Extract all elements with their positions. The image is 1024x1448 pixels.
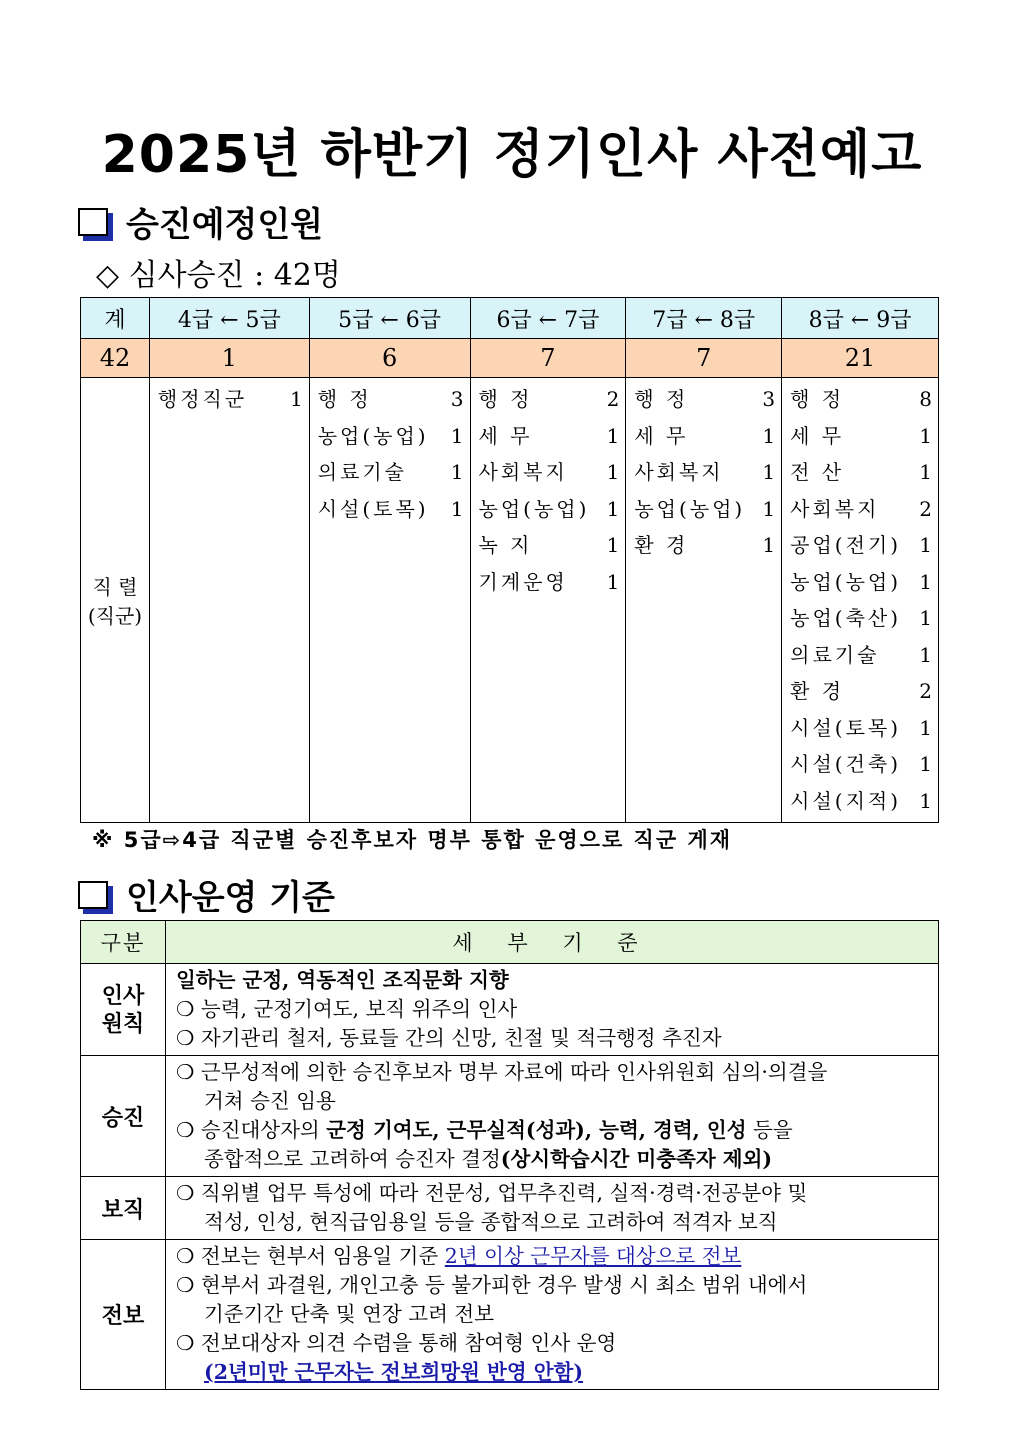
- header-cell: 세 부 기 준: [166, 921, 939, 964]
- text-line: ❍ 자기관리 철저, 동료들 간의 신망, 친절 및 적극행정 추진자: [176, 1026, 722, 1050]
- position-entry: [479, 494, 620, 531]
- total-cell: 7: [626, 339, 782, 378]
- position-count: 8: [919, 387, 932, 411]
- text-line: 일하는 군정, 역동적인 조직문화 지향: [176, 968, 509, 992]
- position-name: 시설(지적): [790, 788, 902, 813]
- text-span: ❍ 전보는 현부서 임용일 기준: [176, 1244, 445, 1268]
- position-count: 1: [762, 423, 776, 448]
- position-count: 2: [606, 387, 620, 411]
- criteria-header-row: [81, 921, 939, 964]
- position-count: 2: [919, 496, 932, 521]
- grade-column: [626, 378, 782, 823]
- position-name: 농업(농업): [634, 496, 746, 521]
- checkbox-square-icon: [78, 881, 108, 909]
- position-count: 3: [450, 387, 464, 411]
- position-name: 세 무: [790, 423, 845, 448]
- grade-column: [149, 378, 309, 823]
- position-name: 시설(토목): [317, 496, 429, 521]
- position-name: 의료기술: [317, 460, 407, 484]
- position-entry: [479, 567, 620, 604]
- text-line: [176, 1242, 930, 1271]
- position-count: 1: [606, 533, 620, 557]
- position-name: 환 경: [634, 533, 689, 557]
- position-entry: [318, 384, 464, 421]
- header-cell: 7급 ← 8급: [626, 298, 782, 339]
- position-count: 1: [919, 715, 932, 740]
- position-count: 2: [919, 679, 932, 703]
- position-count: 1: [919, 569, 932, 594]
- row-label: 보직: [81, 1177, 166, 1240]
- position-name: 농업(농업): [790, 569, 902, 594]
- total-cell: 6: [309, 339, 470, 378]
- header-cell: 계: [81, 298, 150, 339]
- text-span: 종합적으로 고려하여 승진자 결정: [204, 1147, 501, 1171]
- text-span: 등을: [746, 1118, 793, 1142]
- position-count: 1: [919, 642, 932, 667]
- position-name: 의료기술: [790, 642, 880, 667]
- position-entry: [634, 384, 775, 421]
- position-name: 농업(농업): [317, 423, 429, 448]
- position-name: 행정직군: [157, 387, 248, 411]
- position-count: 1: [919, 460, 932, 484]
- row-label: 승진: [81, 1056, 166, 1177]
- position-count: 1: [919, 752, 932, 776]
- grade-column: [470, 378, 626, 823]
- header-cell: 4급 ← 5급: [149, 298, 309, 339]
- grade-column: [782, 378, 939, 823]
- position-name: 행 정: [478, 387, 533, 411]
- position-count: 1: [606, 569, 620, 594]
- position-entry: [790, 603, 932, 640]
- position-entry: [634, 421, 775, 458]
- text-line: 기준기간 단축 및 연장 고려 전보: [204, 1302, 495, 1326]
- position-count: 1: [606, 460, 620, 484]
- position-name: 농업(농업): [478, 496, 590, 521]
- header-cell: 6급 ← 7급: [470, 298, 626, 339]
- text-line: ❍ 직위별 업무 특성에 따라 전문성, 업무추진력, 실적·경력·전공분야 및: [176, 1181, 808, 1205]
- position-entry: [634, 494, 775, 531]
- text-line: [176, 1358, 930, 1387]
- position-count: 1: [606, 423, 620, 448]
- text-line: ❍ 능력, 군정기여도, 보직 위주의 인사: [176, 997, 518, 1021]
- section-heading-criteria: [78, 870, 335, 919]
- promotion-table: [80, 297, 939, 823]
- row-label-line: 직 렬: [92, 575, 138, 599]
- position-entry: [634, 530, 775, 567]
- position-entry: [479, 421, 620, 458]
- total-cell: 1: [149, 339, 309, 378]
- position-name: 시설(토목): [790, 715, 902, 740]
- position-name: 행 정: [790, 387, 845, 411]
- header-cell: 구분: [81, 921, 166, 964]
- position-count: 1: [450, 423, 464, 448]
- position-entry: [790, 640, 932, 677]
- position-name: 세 무: [478, 423, 533, 448]
- position-entry: [318, 457, 464, 494]
- promotion-detail-row: [81, 378, 939, 823]
- position-entry: [479, 457, 620, 494]
- position-entry: [479, 530, 620, 567]
- total-cell: 42: [81, 339, 150, 378]
- position-count: 1: [919, 606, 932, 630]
- grade-column: [309, 378, 470, 823]
- text-line: 적성, 인성, 현직급임용일 등을 종합적으로 고려하여 적격자 보직: [204, 1210, 778, 1234]
- section-title: 인사운영 기준: [126, 878, 335, 918]
- position-entry: [790, 713, 932, 750]
- position-name: 사회복지: [634, 460, 724, 484]
- position-name: 사회복지: [478, 460, 568, 484]
- review-promotion-count: ◇ 심사승진 : 42명: [96, 258, 341, 293]
- row-content: [166, 1240, 939, 1390]
- position-count: 1: [762, 460, 776, 484]
- position-name: 전 산: [790, 460, 845, 484]
- checkbox-square-icon: [78, 208, 108, 236]
- page-title: 2025년 하반기 정기인사 사전예고: [101, 125, 923, 185]
- position-count: 1: [762, 496, 776, 521]
- text-line: [176, 1116, 930, 1145]
- row-label: [81, 378, 150, 823]
- position-count: 3: [762, 387, 776, 411]
- position-name: 공업(전기): [790, 533, 902, 557]
- position-name: 행 정: [634, 387, 689, 411]
- text-span: ❍ 승진대상자의: [176, 1118, 327, 1142]
- position-count: 1: [919, 788, 932, 813]
- criteria-row-promotion: [81, 1056, 939, 1177]
- position-name: 행 정: [317, 387, 372, 411]
- position-entry: [790, 567, 932, 604]
- position-name: 녹 지: [478, 533, 533, 557]
- position-entry: [790, 421, 932, 458]
- row-label-line: (직군): [87, 604, 143, 628]
- row-content: [166, 1056, 939, 1177]
- position-count: 1: [762, 533, 776, 557]
- position-count: 1: [606, 496, 620, 521]
- text-line: [176, 1145, 930, 1174]
- total-cell: 7: [470, 339, 626, 378]
- position-entry: [318, 421, 464, 458]
- criteria-row-transfer: [81, 1240, 939, 1390]
- position-name: 세 무: [634, 423, 689, 448]
- position-name: 시설(건축): [790, 752, 902, 776]
- header-cell: 5급 ← 6급: [309, 298, 470, 339]
- row-content: [166, 1177, 939, 1240]
- row-content: [166, 964, 939, 1056]
- position-name: 환 경: [790, 679, 845, 703]
- position-count: 1: [450, 496, 464, 521]
- row-label: 전보: [81, 1240, 166, 1390]
- position-name: 농업(축산): [790, 606, 902, 630]
- position-entry: [634, 457, 775, 494]
- position-name: 사회복지: [790, 496, 880, 521]
- text-line: 거쳐 승진 임용: [204, 1089, 336, 1113]
- position-entry: [318, 494, 464, 531]
- criteria-row-principle: [81, 964, 939, 1056]
- section-heading-promotion: [78, 197, 323, 246]
- position-entry: [790, 384, 932, 421]
- position-count: 1: [450, 460, 464, 484]
- position-count: 1: [919, 533, 932, 557]
- text-line: ❍ 근무성적에 의한 승진후보자 명부 자료에 따라 인사위원회 심의·의결을: [176, 1060, 828, 1084]
- position-count: 1: [289, 387, 303, 411]
- position-count: 1: [919, 423, 932, 448]
- total-cell: 21: [782, 339, 939, 378]
- bold-span: 군정 기여도, 근무실적(성과), 능력, 경력, 인성: [326, 1118, 747, 1142]
- promotion-header-row: [81, 298, 939, 339]
- position-entry: [790, 786, 932, 823]
- position-entry: [790, 530, 932, 567]
- row-label: 인사 원칙: [81, 964, 166, 1056]
- promotion-total-row: [81, 339, 939, 378]
- position-entry: [479, 384, 620, 421]
- text-line: ❍ 현부서 과결원, 개인고충 등 불가피한 경우 발생 시 최소 범위 내에서: [176, 1273, 808, 1297]
- underlined-span: 2년 이상 근무자를 대상으로 전보: [444, 1244, 742, 1268]
- footnote: ※ 5급⇨4급 직군별 승진후보자 명부 통합 운영으로 직군 게재: [92, 828, 733, 852]
- position-entry: [790, 749, 932, 786]
- section-title: 승진예정인원: [126, 205, 324, 245]
- criteria-row-assignment: [81, 1177, 939, 1240]
- bold-span: (상시학습시간 미충족자 제외): [500, 1147, 773, 1171]
- position-entry: [790, 494, 932, 531]
- criteria-table: [80, 920, 939, 1390]
- text-line: ❍ 전보대상자 의견 수렴을 통해 참여형 인사 운영: [176, 1331, 617, 1355]
- position-entry: [790, 676, 932, 713]
- header-cell: 8급 ← 9급: [782, 298, 939, 339]
- position-entry: [158, 384, 303, 421]
- position-name: 기계운영: [478, 569, 568, 594]
- underlined-span: (2년미만 근무자는 전보희망원 반영 안함): [204, 1360, 584, 1384]
- position-entry: [790, 457, 932, 494]
